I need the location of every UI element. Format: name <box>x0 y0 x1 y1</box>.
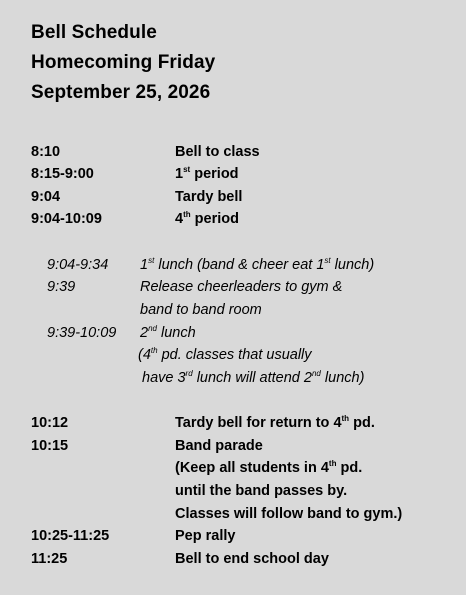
desc-band-parade-note2: until the band passes by. <box>175 483 348 499</box>
lunch1-time: 9:04-9:34 <box>47 257 109 273</box>
desc-first-period: 1st period <box>175 165 239 182</box>
desc-band-parade-note3: Classes will follow band to gym.) <box>175 506 403 522</box>
lunch2-note-line2: have 3rd lunch will attend 2nd lunch) <box>142 369 365 386</box>
time-10-25-11-25: 10:25-11:25 <box>31 528 110 544</box>
desc-bell-to-class: Bell to class <box>175 144 260 160</box>
time-10-12: 10:12 <box>31 415 69 431</box>
desc-end-day: Bell to end school day <box>175 551 329 567</box>
release-time: 9:39 <box>47 279 76 295</box>
title-homecoming-friday: Homecoming Friday <box>31 52 216 73</box>
time-8-15: 8:15-9:00 <box>31 166 94 182</box>
title-bell-schedule: Bell Schedule <box>31 22 157 43</box>
desc-tardy-return: Tardy bell for return to 4th pd. <box>175 414 375 431</box>
title-date: September 25, 2026 <box>31 82 211 103</box>
desc-band-parade-note1: (Keep all students in 4th pd. <box>175 459 363 476</box>
lunch2-note-line1: (4th pd. classes that usually <box>138 346 312 363</box>
desc-fourth-period: 4th period <box>175 210 239 227</box>
time-8-10: 8:10 <box>31 144 61 160</box>
lunch2-time: 9:39-10:09 <box>47 325 117 341</box>
time-10-15: 10:15 <box>31 438 69 454</box>
desc-band-parade: Band parade <box>175 438 263 454</box>
lunch1-desc: 1st lunch (band & cheer eat 1st lunch) <box>140 256 375 273</box>
desc-pep-rally: Pep rally <box>175 528 236 544</box>
release-line2: band to band room <box>140 302 262 318</box>
desc-tardy-bell: Tardy bell <box>175 189 243 205</box>
time-9-04-10-09: 9:04-10:09 <box>31 211 102 227</box>
time-11-25: 11:25 <box>31 551 68 567</box>
lunch2-desc: 2nd lunch <box>140 324 196 341</box>
release-line1: Release cheerleaders to gym & <box>140 279 343 295</box>
time-9-04: 9:04 <box>31 189 61 205</box>
